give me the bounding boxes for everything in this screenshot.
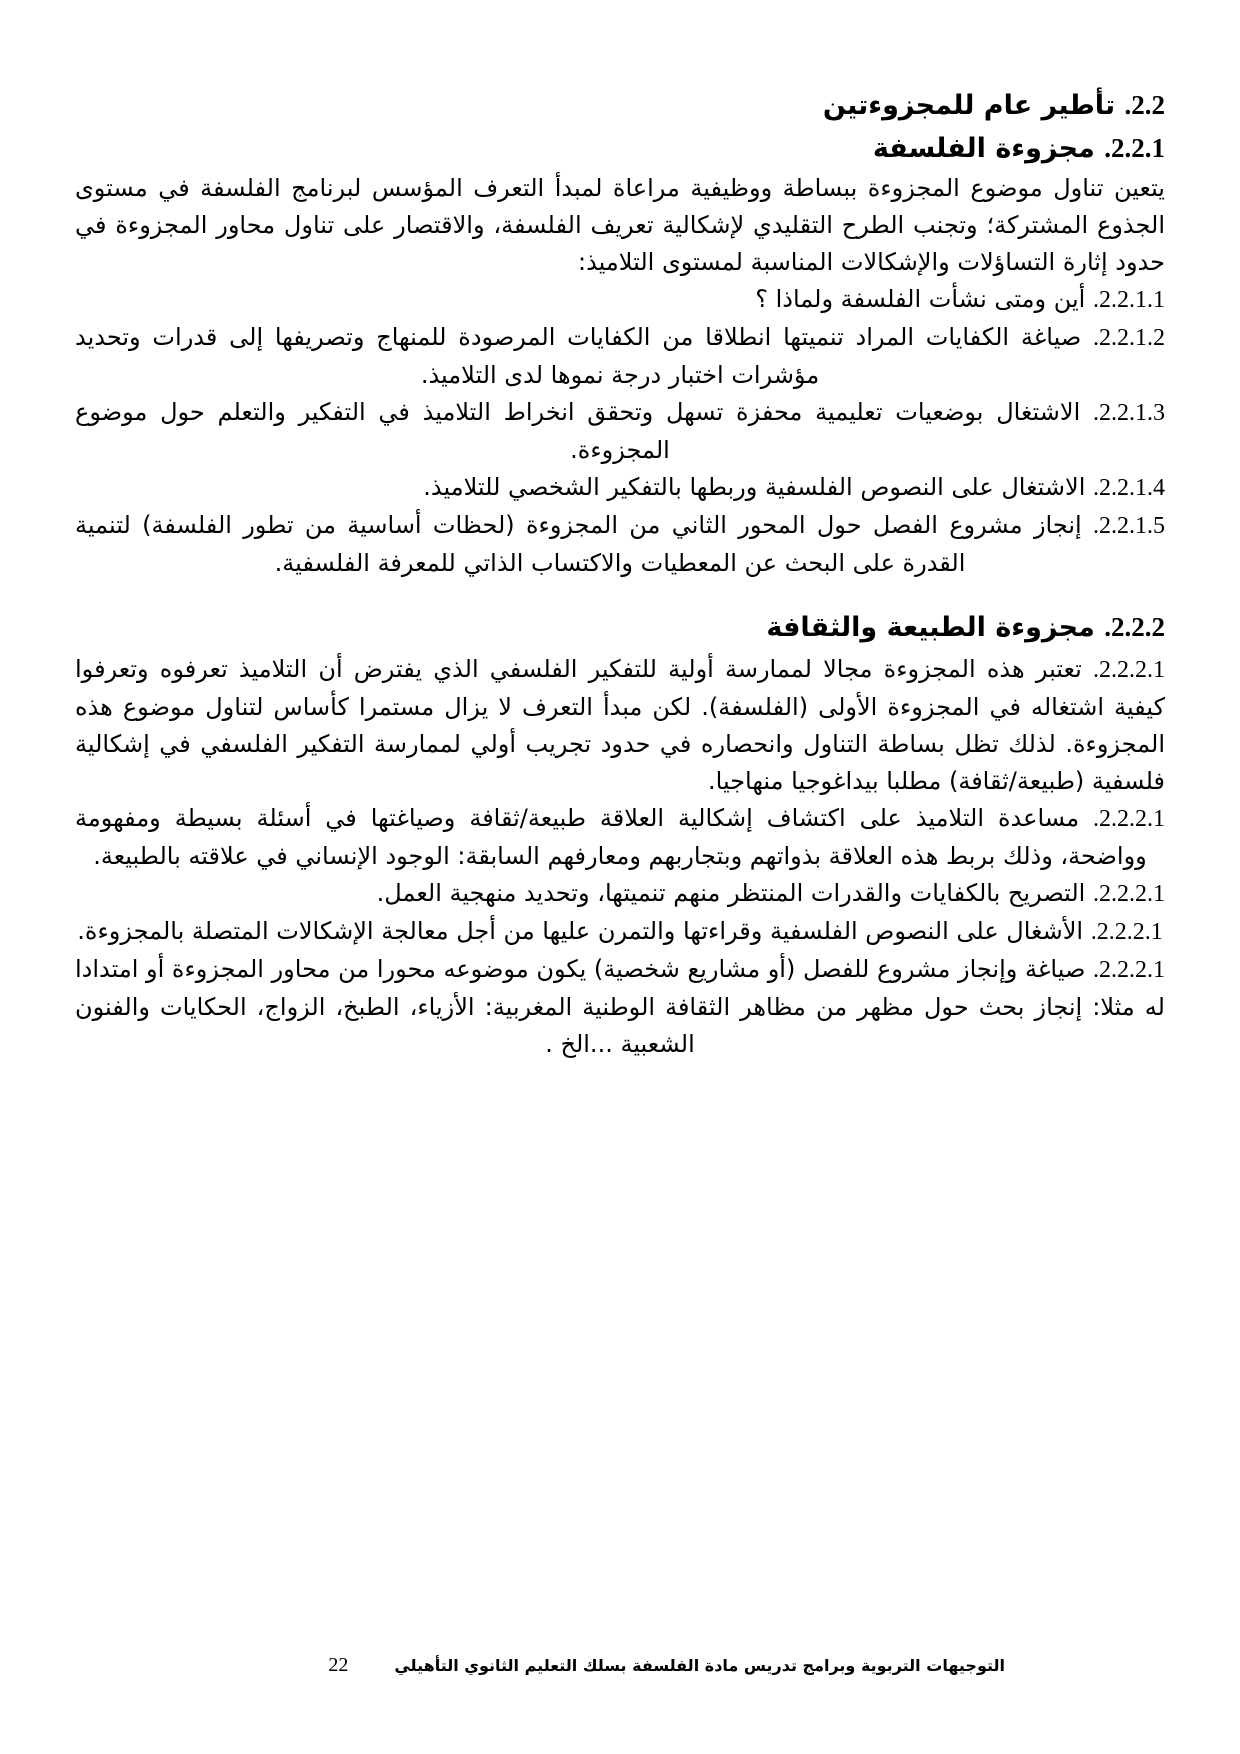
list-item: [75, 394, 1165, 469]
page-number: 22: [328, 1654, 349, 1676]
item-number: 2.2.2.1.: [1090, 919, 1163, 945]
item-number: 2.2.2.1.: [1093, 957, 1165, 983]
list-item: [75, 319, 1165, 394]
list-item: [75, 281, 1165, 319]
intro-paragraph: يتعين تناول موضوع المجزوءة ببساطة ووظيفية مراعاة لمبدأ التعرف المؤسس لبرنامج الفلسفة في مستوى الجذوع المشتركة؛ وتجنب الطرح التقليدي لإشكالية تعريف الفلسفة، والاقتصار على تناول محاور المجزوءة في حدود إثارة التساؤلات والإشكالات المناسبة لمستوى التلاميذ:: [75, 174, 1165, 276]
item-text: الأشغال على النصوص الفلسفية وقراءتها والتمرن عليها من أجل معالجة الإشكالات المتصلة بالمجزوءة.: [77, 917, 1084, 945]
item-number: 2.2.1.2.: [1093, 325, 1165, 351]
footer-title: التوجيهات التربوية وبرامج تدريس مادة الفلسفة بسلك التعليم الثانوي التأهيلي: [394, 1656, 1005, 1675]
item-text: الاشتغال بوضعيات تعليمية محفزة تسهل وتحقق انخراط التلاميذ في التفكير والتعلم حول موضوع المجزوءة.: [75, 398, 1081, 464]
heading-text: مجزوءة الطبيعة والثقافة: [766, 612, 1095, 643]
heading-text: مجزوءة الفلسفة: [872, 133, 1095, 164]
list-item: [75, 875, 1165, 913]
item-text: الاشتغال على النصوص الفلسفية وربطها بالتفكير الشخصي للتلاميذ.: [423, 473, 1086, 501]
list-item: [75, 651, 1165, 800]
item-number: 2.2.1.5.: [1093, 513, 1165, 539]
item-text: مساعدة التلاميذ على اكتشاف إشكالية العلاقة طبيعة/ثقافة وصياغتها في أسئلة بسيطة ومفهومة وواضحة، وذلك بربط هذه العلاقة بذواتهم وبتجاربهم ومعارفهم السابقة: الوجود الإنساني في علاقته بالطبيعة.: [75, 804, 1147, 870]
item-text: صياغة الكفايات المراد تنميتها انطلاقا من الكفايات المرصودة للمنهاج وتصريفها إلى قدرات وتحديد مؤشرات اختبار درجة نموها لدى التلاميذ.: [75, 323, 1082, 389]
section-heading-2-2: [75, 84, 1165, 127]
item-text: أين ومتى نشأت الفلسفة ولماذا ؟: [755, 285, 1086, 313]
item-number: 2.2.2.1.: [1092, 806, 1165, 832]
page-footer: [328, 1652, 1005, 1679]
list-item: [75, 800, 1165, 875]
item-text: التصريح بالكفايات والقدرات المنتظر منهم تنميتها، وتحديد منهجية العمل.: [376, 879, 1086, 907]
item-number: 2.2.2.1.: [1093, 881, 1165, 907]
section-heading-2-2-2: [75, 606, 1165, 649]
heading-text: تأطير عام للمجزوءتين: [822, 90, 1116, 121]
list-item: [75, 507, 1165, 582]
heading-number: 2.2.2.: [1104, 612, 1165, 642]
section-heading-2-2-1: [75, 127, 1165, 170]
list-item: [75, 913, 1165, 951]
item-number: 2.2.1.1.: [1093, 287, 1165, 313]
item-text: إنجاز مشروع الفصل حول المحور الثاني من المجزوءة (لحظات أساسية من تطور الفلسفة) لتنمية القدرة على البحث عن المعطيات والاكتساب الذاتي للمعرفة الفلسفية.: [75, 511, 1082, 577]
item-text: تعتبر هذه المجزوءة مجالا لممارسة أولية للتفكير الفلسفي الذي يفترض أن التلاميذ تعرفوه وتعرفوا كيفية اشتغاله في المجزوءة الأولى (الفلسفة). لكن مبدأ التعرف لا يزال مستمرا كأساس لتناول موضوع هذه المجزوءة. لذلك تظل بساطة التناول وانحصاره في حدود تجريب أولي لممارسة التفكير الفلسفي في إشكالية فلسفية (طبيعة/ثقافة) مطلبا بيداغوجيا منهاجيا.: [75, 655, 1165, 795]
heading-number: 2.2.1.: [1104, 133, 1165, 163]
item-number: 2.2.1.4.: [1093, 475, 1165, 501]
item-text: صياغة وإنجاز مشروع للفصل (أو مشاريع شخصية) يكون موضوعه محورا من محاور المجزوءة أو امتدادا له مثلا: إنجاز بحث حول مظهر من مظاهر الثقافة الوطنية المغربية: الأزياء، الطبخ، الزواج، الحكايات والفنون الشعبية ...الخ .: [75, 955, 1165, 1058]
heading-number: 2.2.: [1124, 90, 1165, 120]
list-item: [75, 951, 1165, 1063]
item-number: 2.2.1.3.: [1093, 400, 1165, 426]
item-number: 2.2.2.1.: [1092, 657, 1165, 683]
list-item: [75, 469, 1165, 507]
